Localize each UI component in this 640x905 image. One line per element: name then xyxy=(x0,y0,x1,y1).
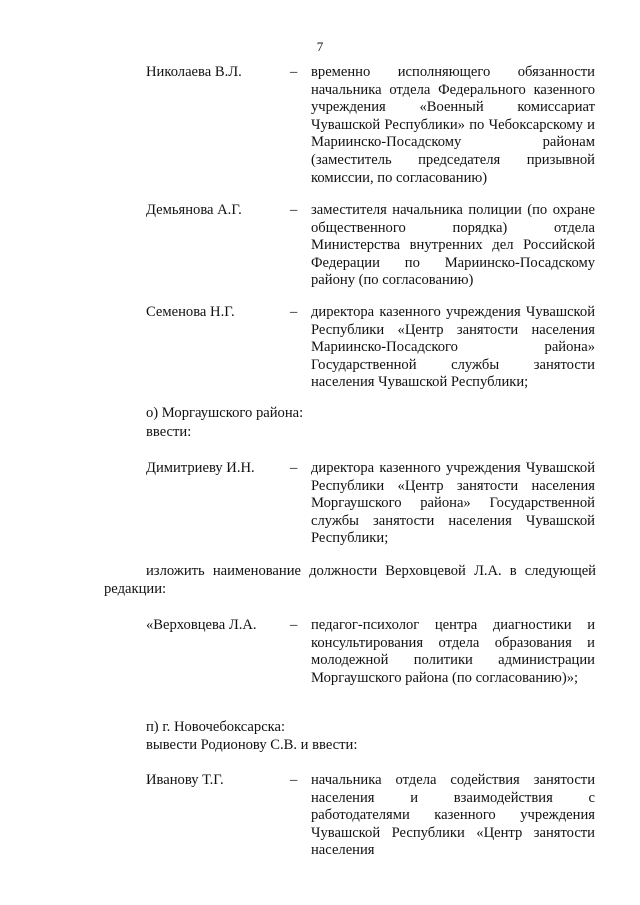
member-position: директора казенного учреждения Чувашской Республики «Центр занятости населения Моргаушского района» Государственной службы занятости населения Чувашской Республики; xyxy=(311,460,595,547)
member-position: временно исполняющего обязанности начальника отдела Федерального казенного учреждения «Военный комиссариат Чувашской Республики» по Чебоксарскому и Мариинско-Посадскому районам (заместитель председателя призывной комиссии, по согласованию) xyxy=(311,64,595,186)
dash-separator: – xyxy=(290,460,298,476)
member-name: Семенова Н.Г. xyxy=(146,304,235,320)
dash-separator: – xyxy=(290,202,298,218)
member-name: Иванову Т.Г. xyxy=(146,772,224,788)
section-action: вывести Родионову С.В. и ввести: xyxy=(146,737,358,753)
dash-separator: – xyxy=(290,617,298,633)
member-name: Димитриеву И.Н. xyxy=(146,460,255,476)
member-position: начальника отдела содействия занятости населения и взаимодействия с работодателями казенного учреждения Чувашской Республики «Центр занятости населения xyxy=(311,772,595,859)
member-position: заместителя начальника полиции (по охране общественного порядка) отдела Министерства внутренних дел Российской Федерации по Мариинско-Посадскому району (по согласованию) xyxy=(311,202,595,289)
dash-separator: – xyxy=(290,772,298,788)
member-name: Николаева В.Л. xyxy=(146,64,242,80)
section-action: ввести: xyxy=(146,424,192,440)
member-position: директора казенного учреждения Чувашской Республики «Центр занятости населения Мариинско-Посадского района» Государственной службы занятости населения Чувашской Республики; xyxy=(311,304,595,391)
dash-separator: – xyxy=(290,64,298,80)
member-position: педагог-психолог центра диагностики и консультирования отдела образования и молодежной политики администрации Моргаушского района (по согласованию)»; xyxy=(311,617,595,686)
member-name: Демьянова А.Г. xyxy=(146,202,242,218)
rename-paragraph: изложить наименование должности Верховцевой Л.А. в следующей редакции: xyxy=(104,563,596,597)
section-title: о) Моргаушского района: xyxy=(146,405,304,421)
member-name: «Верховцева Л.А. xyxy=(146,617,257,633)
section-title: п) г. Новочебоксарска: xyxy=(146,719,286,735)
dash-separator: – xyxy=(290,304,298,320)
page-number: 7 xyxy=(316,39,324,54)
